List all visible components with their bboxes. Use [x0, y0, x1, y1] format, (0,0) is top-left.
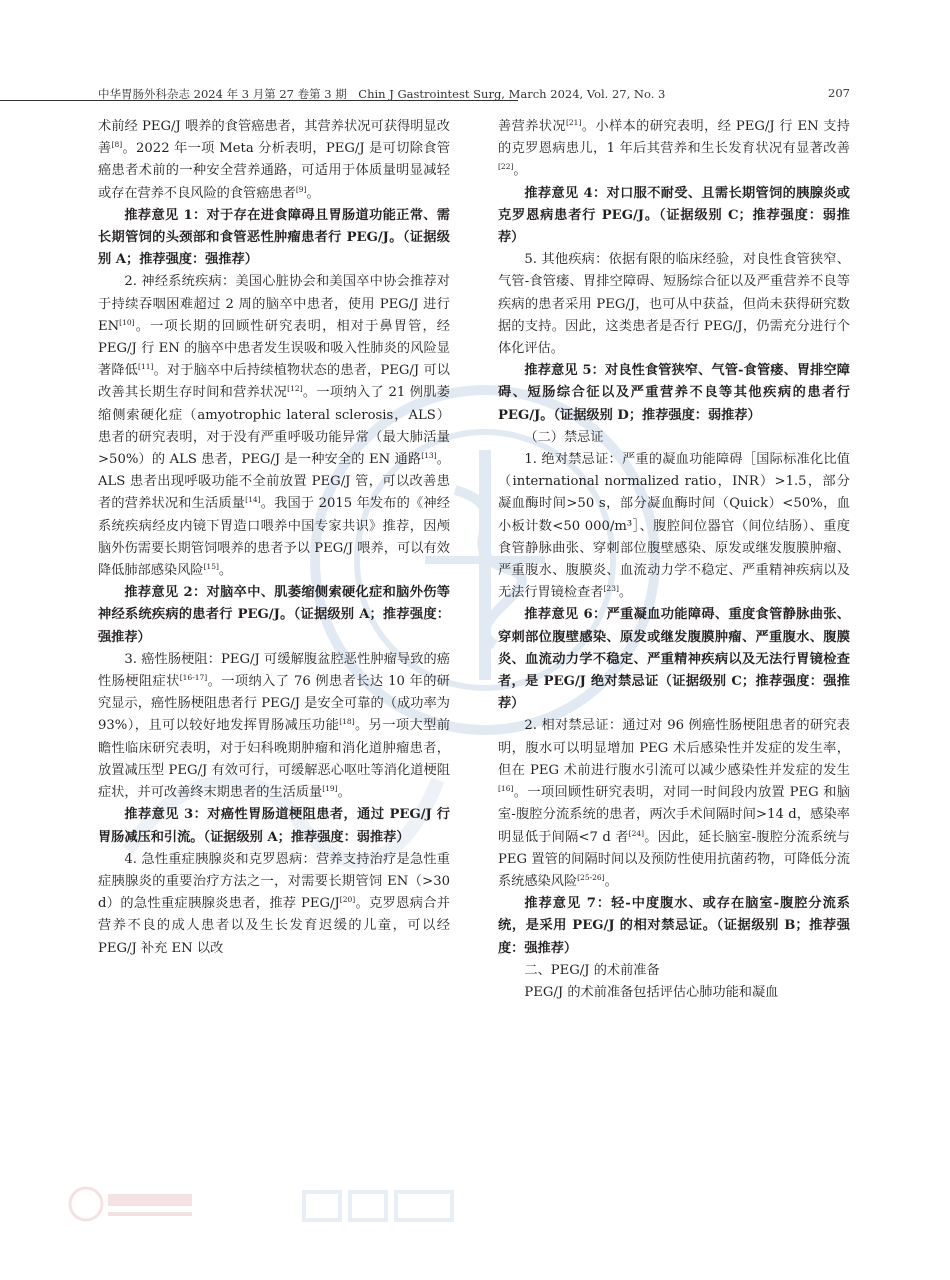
text-run: 。一项回顾性研究表明，对同一时间段内放置 PEG 和脑室-腹腔分流系统的患者，两次手术间隔时间>14 d，感染率明显低于间隔<7 d 者 — [498, 785, 850, 845]
text-run: 推荐意见 5：对良性食管狭窄、气管-食管瘘、胃排空障碍、短肠综合征以及严重营养不良等其他疾病的患者行 PEG/J。（证据级别 D；推荐强度：弱推荐） — [498, 363, 850, 423]
text-run: 。我国于 2015 年发布的《神经系统疾病经皮内镜下胃造口喂养中国专家共识》推荐，因颅脑外伤需要长期管饲喂养的患者予以 PEG/J 喂养，可以有效降低肺部感染风险 — [98, 496, 450, 579]
text-run: 。 — [337, 785, 351, 801]
text-run: 5. 其他疾病：依据有限的临床经验，对良性食管狭窄、气管-食管瘘、胃排空障碍、短肠综合征以及严重营养不良等疾病的患者采用 PEG/J，也可从中获益，但尚未获得研究数据的支持。因此，这类患者是否行 PEG/J，仍需充分进行个体化评估。 — [498, 252, 850, 357]
left-column — [98, 116, 450, 960]
text-run: 2. 神经系统疾病：美国心脏协会和美国卒中协会推荐对于持续吞咽困难超过 2 周的脑卒中患者，使用 PEG/J 进行 EN — [98, 274, 450, 334]
citation-reference: [11] — [138, 362, 154, 372]
text-run: 二、PEG/J 的术前准备 — [524, 962, 660, 978]
body-paragraph — [498, 982, 850, 1004]
citation-reference: [16-17] — [179, 673, 208, 683]
text-run: 。ALS 患者出现呼吸功能不全前放置 PEG/J 管，可以改善患者的营养状况和生活质量 — [98, 452, 450, 512]
recommendation-paragraph — [98, 804, 450, 848]
citation-reference: [22] — [498, 162, 514, 172]
citation-reference: [21] — [565, 118, 582, 127]
body-paragraph — [498, 715, 850, 893]
section-heading — [498, 427, 850, 449]
text-run: 。一项纳入了 21 例肌萎缩侧索硬化症（amyotrophic lateral sclerosis，ALS）患者的研究表明，对于没有严重呼吸功能异常（最大肺活量>50%）的 ALS 患者，PEG/J 是一种安全的 EN 通路 — [98, 385, 450, 468]
body-paragraph — [98, 849, 450, 960]
text-run: 推荐意见 3：对癌性胃肠道梗阻患者，通过 PEG/J 行胃肠减压和引流。（证据级别 A；推荐强度：弱推荐） — [98, 807, 450, 845]
text-run: 推荐意见 1：对于存在进食障碍且胃肠道功能正常、需长期管饲的头颈部和食管恶性肿瘤患者行 PEG/J。（证据级别 A；推荐强度：强推荐） — [98, 207, 450, 268]
text-run: 。 — [618, 585, 633, 601]
text-run: 。克罗恩病合并营养不良的成人患者以及生长发育迟缓的儿童，可以经 PEG/J 补充 EN 以改 — [98, 896, 450, 956]
citation-reference: [10] — [119, 317, 135, 327]
text-run: 。另一项大型前瞻性临床研究表明，对于妇科晚期肿瘤和消化道肿瘤患者，放置减压型 PEG/J 有效可行，可缓解恶心呕吐等消化道梗阻症状，并可改善终末期患者的生活质量 — [98, 718, 451, 801]
text-run: 推荐意见 4：对口服不耐受、且需长期管饲的胰腺炎或克罗恩病患者行 PEG/J。（证据级别 C；推荐强度：弱推荐） — [498, 185, 850, 246]
citation-reference: [20] — [339, 895, 356, 905]
right-column — [498, 116, 850, 1004]
citation-reference: [9] — [295, 184, 307, 194]
recommendation-paragraph — [498, 360, 850, 427]
text-run: 。一项纳入了 76 例患者长达 10 年的研究显示，癌性肠梗阻患者行 PEG/J 是安全可靠的（成功率为 93%），且可以较好地发挥胃肠减压功能 — [98, 674, 450, 734]
citation-reference: [16] — [498, 784, 514, 794]
text-run: 。因此，延长脑室-腹腔分流系统与 PEG 置管的间隔时间以及预防性使用抗菌药物，可降低分流系统感染风险 — [498, 829, 850, 889]
recommendation-paragraph — [98, 205, 450, 272]
text-run: 推荐意见 2：对脑卒中、肌萎缩侧索硬化症和脑外伤等神经系统疾病的患者行 PEG/J。（证据级别 A；推荐强度：强推荐） — [98, 585, 450, 645]
body-paragraph — [98, 271, 450, 582]
text-run: 。2022 年一项 Meta 分析表明，PEG/J 是可切除食管癌患者术前的一种安全营养通路，可适用于体质量明显减轻或存在营养不良风险的食管癌患者 — [98, 141, 451, 201]
publisher-logo-watermark-icon — [66, 1182, 196, 1226]
text-run: 推荐意见 6：严重凝血功能障碍、重度食管静脉曲张、穿刺部位腹壁感染、原发或继发腹膜肿瘤、严重腹水、腹膜炎、血流动力学不稳定、严重精神疾病以及无法行胃镜检查者，是 PEG/J 绝对禁忌证（证据级别 C；推荐强度：强推荐） — [498, 607, 850, 712]
text-run: 善营养状况 — [498, 119, 566, 134]
body-paragraph — [98, 116, 450, 205]
citation-reference: [13] — [421, 451, 437, 461]
citation-reference: [12] — [287, 384, 303, 394]
text-run: 。小样本的研究表明，经 PEG/J 行 EN 支持的克罗恩病患儿，1 年后其营养和生长发育状况有显著改善 — [498, 119, 850, 157]
citation-reference: [24] — [628, 828, 645, 838]
text-run: 。 — [306, 185, 320, 201]
text-run: 2. 相对禁忌证：通过对 96 例癌性肠梗阻患者的研究表明，腹水可以明显增加 PEG 术后感染性并发症的发生率，但在 PEG 术前进行腹水引流可以减少感染性并发症的发生 — [498, 718, 850, 778]
text-run: PEG/J 的术前准备包括评估心肺功能和凝血 — [524, 984, 779, 1000]
text-run: 术前经 PEG/J 喂养的食管癌患者，其营养状况可获得明显改善 — [98, 119, 450, 157]
text-run: 。 — [218, 563, 233, 579]
text-run: 。 — [513, 163, 527, 179]
text-run: 4. 急性重症胰腺炎和克罗恩病：营养支持治疗是急性重症胰腺炎的重要治疗方法之一，对需要长期管饲 EN（>30 d）的急性重症胰腺炎患者，推荐 PEG/J — [98, 851, 450, 912]
text-run: 。一项长期的回顾性研究表明，相对于鼻胃管，经 PEG/J 行 EN 的脑卒中患者发生误吸和吸入性肺炎的风险显著降低 — [98, 318, 450, 379]
citation-reference: [14] — [245, 495, 261, 505]
header-rule — [0, 100, 518, 101]
section-heading — [498, 960, 850, 982]
page-number: 207 — [828, 86, 850, 100]
body-paragraph — [498, 449, 850, 604]
recommendation-paragraph — [498, 604, 850, 715]
publisher-mark-watermark-icon — [300, 1186, 460, 1226]
text-run: 。对于脑卒中后持续植物状态的患者，PEG/J 可以改善其长期生存时间和营养状况 — [98, 363, 450, 401]
recommendation-paragraph — [498, 183, 850, 250]
body-paragraph — [498, 249, 850, 360]
text-run: 3. 癌性肠梗阻：PEG/J 可缓解腹盆腔恶性肿瘤导致的癌性肠梗阻症状 — [98, 651, 450, 690]
citation-reference: [18] — [339, 717, 355, 727]
citation-reference: [25-26] — [577, 872, 605, 882]
recommendation-paragraph — [98, 582, 450, 649]
recommendation-paragraph — [498, 893, 850, 960]
body-paragraph — [498, 116, 850, 183]
text-run: 1. 绝对禁忌证：严重的凝血功能障碍［国际标准化比值（international normalized ratio，INR）>1.5，部分凝血酶时间>50 s，部分凝血酶时间（Quick）<50%，血小板计数<50 000/m³］、腹腔间位器官（间位结肠）、重度食管静脉曲张、穿刺部位腹壁感染、原发或继发腹膜肿瘤、严重腹水、腹膜炎、血流动力学不稳定、严重精神疾病以及无法行胃镜检查者 — [498, 452, 850, 601]
citation-reference: [23] — [603, 584, 619, 594]
citation-reference: [8] — [111, 140, 123, 150]
journal-citation: 中华胃肠外科杂志 2024 年 3 月第 27 卷第 3 期 Chin J Gastrointest Surg, March 2024, Vol. 27, No. 3 — [98, 87, 666, 101]
text-run: （二）禁忌证 — [524, 429, 604, 445]
citation-reference: [15] — [203, 562, 219, 572]
citation-reference: [19] — [322, 784, 338, 794]
text-run: 。 — [604, 873, 618, 889]
body-paragraph — [98, 649, 450, 804]
text-run: 推荐意见 7：轻-中度腹水、或存在脑室-腹腔分流系统，是采用 PEG/J 的相对禁忌证。（证据级别 B；推荐强度：强推荐） — [498, 896, 850, 956]
